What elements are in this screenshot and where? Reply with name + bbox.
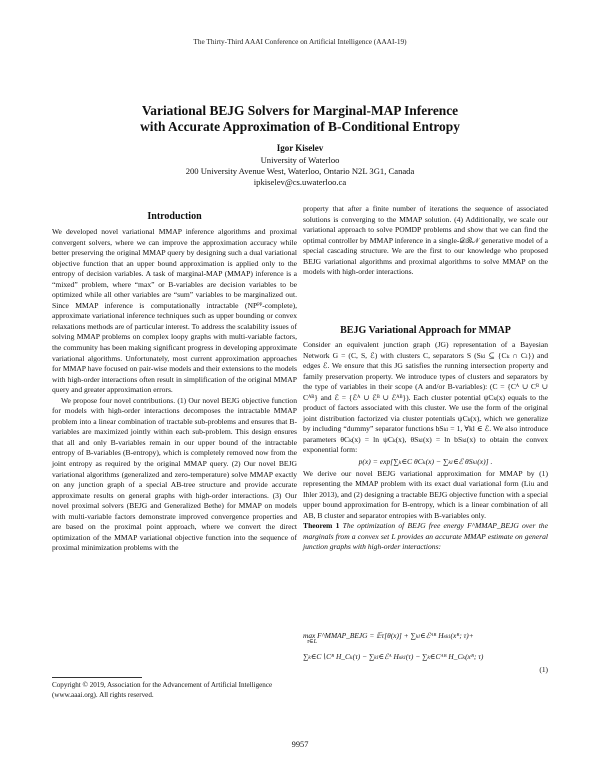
equation-line-2: ∑ₖ∈C∖Cᴮ H_Cₖ(τ) − ∑ₖₗ∈ℰᴬ Hₛₖₗ(τ) − ∑ₖ∈Cᴬᴮ H_Cₖ(xᴮ; τ) [303,652,484,661]
bejg-paragraph-2: We derive our novel BEJG variational approximation for MMAP by (1) representing the MMAP problem with its exact dual variational form (Liu and Ihler 2013), and (2) designing a tractable BEJG objective function with a special upper bound approximation for B-entropy, which is a linear combination of all AB, B cluster and separator entropies with B-variables only. [303,468,548,520]
copyright-note: Copyright © 2019, Association for the Advancement of Artificial Intelligence (www.aaai.org). All rights reserved. [52,681,273,699]
title-line-1: Variational BEJG Solvers for Marginal-MAP Inference [141,103,459,118]
paper-title [60,103,540,135]
email: ipkiselev@cs.uwaterloo.ca [253,177,347,187]
right-column-body [303,340,548,553]
equation-1 [303,629,548,674]
bejg-paragraph-1: Consider an equivalent junction graph (JG) representation of a Bayesian Network G = (C, S, ℰ) with clusters C, separators S (Sₖₗ ⊆ {Cₖ ∩ Cₗ}) and edges ℰ. We ensure that this JG satisfies the running intersection property and family preservation property. We introduce types of clusters and separators by the type of variables in their scope (A and/or B-variables): (C = {Cᴬ ∪ Cᴮ ∪ Cᴬᴮ} and ℰ = {ℰᴬ ∪ ℰᴮ ∪ ℰᴬᴮ}). Each cluster potential ψCₖ(x) equals to the product of factors associated with this cluster. We use the form of the original joint distribution factorized via cluster potentials ψCₖ(x), which we generalize by including “dummy” separator functions bSₖₗ = 1, ∀kl ∈ ℰ. We also introduce parameters θCₖ(x) = ln ψCₖ(x), θSₖₗ(x) = ln bSₖₗ(x) to obtain the convex exponential form: [303,340,548,455]
intro-paragraph-1: We developed novel variational MMAP inference algorithms and proximal convergent solvers, where we can improve the approximation accuracy while better preserving the original MMAP query by designing such a dual variational objective function that an upper bound approximation is applied only to the entropy of decision variables. A task of marginal-MAP (MMAP) inference is a “mixed” problem, where “max” or B-variables are decision variables to be optimized while all other variables are “sum” variables to be marginalized out. Since MMAP inference is computationally intractable (NPᴾᴾ-complete), approximate variational inference techniques such as upper bounding or convex relaxations methods are of particular interest. To address the scalability issues of solving MMAP problems on complex loopy graphs with multi-variable factors, the community has been making significant progress in developing approximate variational algorithms. Unfortunately, most current approximation approaches for MMAP have focused on pair-wise models and their extensions to the models with high-order interactions often result in simplification of the original MMAP query and greater approximation errors. [52,227,297,395]
page-number: 9957 [291,740,309,749]
footnote-rule [52,677,142,678]
title-line-2: with Accurate Approximation of B-Conditional Entropy [140,119,460,134]
equation-line-1: max F^MMAP_BEJG = 𝔼τ[θ(x)] + ∑ₖₗ∈ℰᴬᴮ Hₛₖₗ(xᴮ; τ)+ [303,631,474,640]
affiliation: University of Waterloo [260,155,340,165]
equation-subscript: τ∈L [307,639,317,645]
author-affiliation-block [0,155,600,188]
section-heading-introduction: Introduction [147,211,202,222]
right-column-top [303,204,548,278]
theorem-1 [303,521,548,553]
equation-number: (1) [539,665,548,674]
exponential-form-formula: p(x) = exp[∑ₖ∈C θCₖ(x) − ∑ₖₗ∈ℰ θSₖₗ(x)] . [358,457,493,467]
intro-paragraph-2: We propose four novel contributions. (1) Our novel BEJG objective function for models with high-order interactions decomposes the intractable MMAP problem into a linear combination of tractable sub-problems and ensures that B-variables are maximized jointly within each sub-problem. This design ensures that all and only B-variables remain in our upper bound of the intractable entropy of B-variables (B-entropy), which is completely removed now from the joint entropy as required by the original MMAP query. (2) Our novel BEJG variational algorithms (generalized and zero-temperature) solve MMAP exactly on any junction graph of a special AB-tree structure and provide accurate approximate results on general graphs with high-order interactions. (3) Our novel proximal solvers (BEJG and Generalized Bethe) for MMAP on models with multi-variable factors demonstrate improved convergence properties and are based on the proximal point approach, where we convert the direct optimization of the MMAP variational objective function into the sequence of proximal minimization problems with the [52,395,297,553]
intro-paragraph-3: property that after a finite number of iterations the sequence of associated solutions is converging to the MMAP solution. (4) Additionally, we scale our variational approach to solve POMDP problems and show that we can find the optimal controller by MMAP inference in a single-𝒟ℬ𝒩 generative model of a special cascading structure. We are the first to our knowledge who proposed BEJG variational algorithms and proximal algorithms to solve MMAP on the models with high-order interactions. [303,204,548,277]
author-name: Igor Kiselev [276,143,324,153]
address: 200 University Avenue West, Waterloo, Ontario N2L 3G1, Canada [185,166,415,176]
section-heading-bejg: BEJG Variational Approach for MMAP [340,325,511,336]
conference-header: The Thirty-Third AAAI Conference on Artificial Intelligence (AAAI-19) [193,37,407,46]
theorem-text: The optimization of BEJG free energy F^MMAP_BEJG over the marginals from a convex set L provides an accurate MMAP estimate on general junction graphs with high-order interactions: [303,521,548,552]
left-column [52,227,297,554]
theorem-label: Theorem 1 [303,521,340,531]
